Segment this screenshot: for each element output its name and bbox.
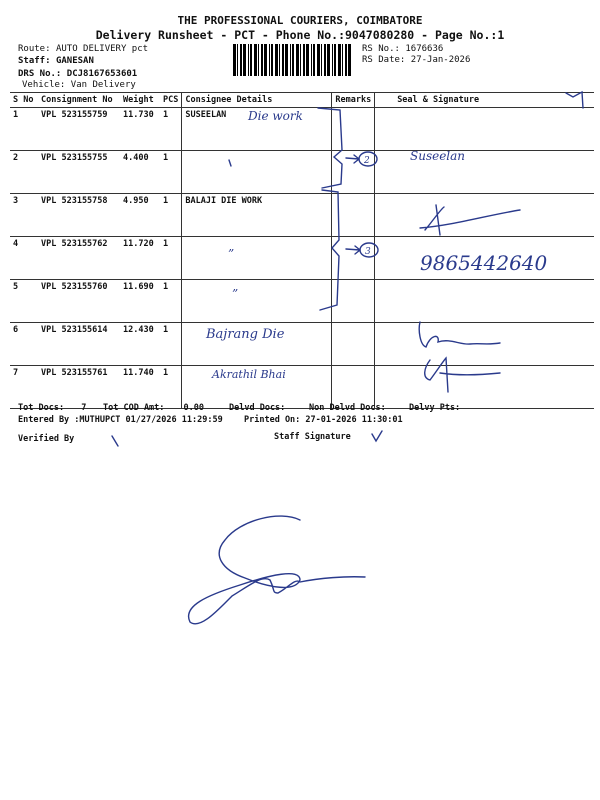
cell-consignment: VPL 523155762	[38, 237, 120, 280]
corner-scribble	[566, 92, 583, 108]
cell-pcs: 1	[160, 108, 182, 151]
ditto-row5: ”	[232, 287, 239, 301]
bracket-group-2	[320, 190, 339, 310]
rs-no-label: RS No.:	[362, 44, 400, 54]
cell-weight: 4.950	[120, 194, 160, 237]
cell-weight: 11.740	[120, 366, 160, 409]
drs-value: DCJ8167653601	[66, 69, 138, 79]
cell-weight: 11.730	[120, 108, 160, 151]
cell-weight: 12.430	[120, 323, 160, 366]
drs-label: DRS No.:	[18, 69, 62, 79]
cursor-mark	[229, 160, 231, 166]
cell-sno: 4	[10, 237, 38, 280]
cell-consignment: VPL 523155758	[38, 194, 120, 237]
staff-signature-label: Staff Signature	[274, 432, 351, 442]
col-consignment: Consignment No	[41, 95, 113, 105]
signature-row6	[419, 322, 500, 347]
row6-name: Bajrang Die	[206, 327, 285, 342]
row7-name: Akrathil Bhai	[212, 368, 286, 381]
cell-sno: 7	[10, 366, 38, 409]
signature-row4	[420, 205, 520, 235]
rs-date-value: 27-Jan-2026	[410, 55, 471, 65]
rs-date-label: RS Date:	[362, 55, 406, 65]
cell-pcs: 1	[160, 151, 182, 194]
staff-label: Staff:	[18, 56, 51, 66]
rs-no-value: 1676636	[405, 44, 444, 54]
cell-consignment: VPL 523155614	[38, 323, 120, 366]
cell-pcs: 1	[160, 366, 182, 409]
row1-note: Die work	[248, 109, 303, 123]
cell-consignee: BALAJI DIE WORK	[182, 194, 332, 237]
bracket-group-1	[318, 108, 342, 188]
col-remarks: Remarks	[332, 93, 375, 108]
col-consignee: Consignee Details	[182, 93, 332, 108]
tot-cod-value: 0.00	[183, 403, 205, 413]
verified-tick-mark	[112, 436, 118, 446]
col-sno: S No	[13, 95, 34, 105]
entered-label: Entered By :	[18, 415, 80, 425]
printed-label: Printed On:	[244, 415, 301, 425]
delvd-docs-label: Delvd Docs:	[229, 403, 286, 413]
cell-consignment: VPL 523155759	[38, 108, 120, 151]
cell-pcs: 1	[160, 280, 182, 323]
route-value: AUTO DELIVERY pct	[55, 44, 149, 54]
tot-docs-value: 7	[81, 403, 87, 413]
printed-value: 27-01-2026 11:30:01	[305, 415, 403, 425]
non-delvd-docs-label: Non Delvd Docs:	[309, 403, 386, 413]
col-weight: Weight	[123, 95, 154, 105]
delvy-pts-label: Delvy Pts:	[409, 403, 461, 413]
row2-signature: Suseelan	[410, 149, 466, 163]
group1-count: 2	[364, 156, 370, 166]
cell-weight: 11.690	[120, 280, 160, 323]
cell-sno: 3	[10, 194, 38, 237]
cell-sno: 6	[10, 323, 38, 366]
company-name: THE PROFESSIONAL COURIERS, COIMBATORE	[177, 14, 423, 27]
vehicle-label: Vehicle:	[22, 80, 66, 90]
large-signature	[189, 516, 365, 624]
tot-cod-label: Tot COD Amt:	[103, 403, 165, 413]
arrow-group-1	[346, 155, 359, 163]
route-label: Route:	[18, 44, 51, 54]
tot-docs-label: Tot Docs:	[18, 403, 65, 413]
cell-pcs: 1	[160, 237, 182, 280]
cell-weight: 4.400	[120, 151, 160, 194]
signature-row7	[425, 358, 500, 392]
cell-sno: 5	[10, 280, 38, 323]
cell-sno: 1	[10, 108, 38, 151]
cell-consignment: VPL 523155761	[38, 366, 120, 409]
cell-sno: 2	[10, 151, 38, 194]
cell-pcs: 1	[160, 323, 182, 366]
arrow-group-2	[346, 246, 360, 254]
cell-weight: 11.720	[120, 237, 160, 280]
vehicle-value: Van Delivery	[70, 80, 136, 90]
staff-tick-mark	[372, 431, 382, 441]
staff-value: GANESAN	[55, 56, 94, 66]
cell-consignee: SUSEELAN	[182, 108, 332, 151]
entered-value: MUTHUPCT 01/27/2026 11:29:59	[79, 415, 223, 425]
phone-number: 9865442640	[420, 251, 548, 275]
cell-pcs: 1	[160, 194, 182, 237]
cell-consignment: VPL 523155760	[38, 280, 120, 323]
col-seal-signature: Seal & Signature	[375, 93, 594, 108]
cell-consignment: VPL 523155755	[38, 151, 120, 194]
ditto-row4: ”	[228, 247, 235, 261]
runsheet-title: Delivery Runsheet - PCT - Phone No.:9047080280 - Page No.:1	[95, 28, 505, 42]
verified-by-label: Verified By	[18, 434, 75, 444]
col-pcs: PCS	[163, 95, 179, 105]
group2-count: 3	[365, 247, 371, 257]
